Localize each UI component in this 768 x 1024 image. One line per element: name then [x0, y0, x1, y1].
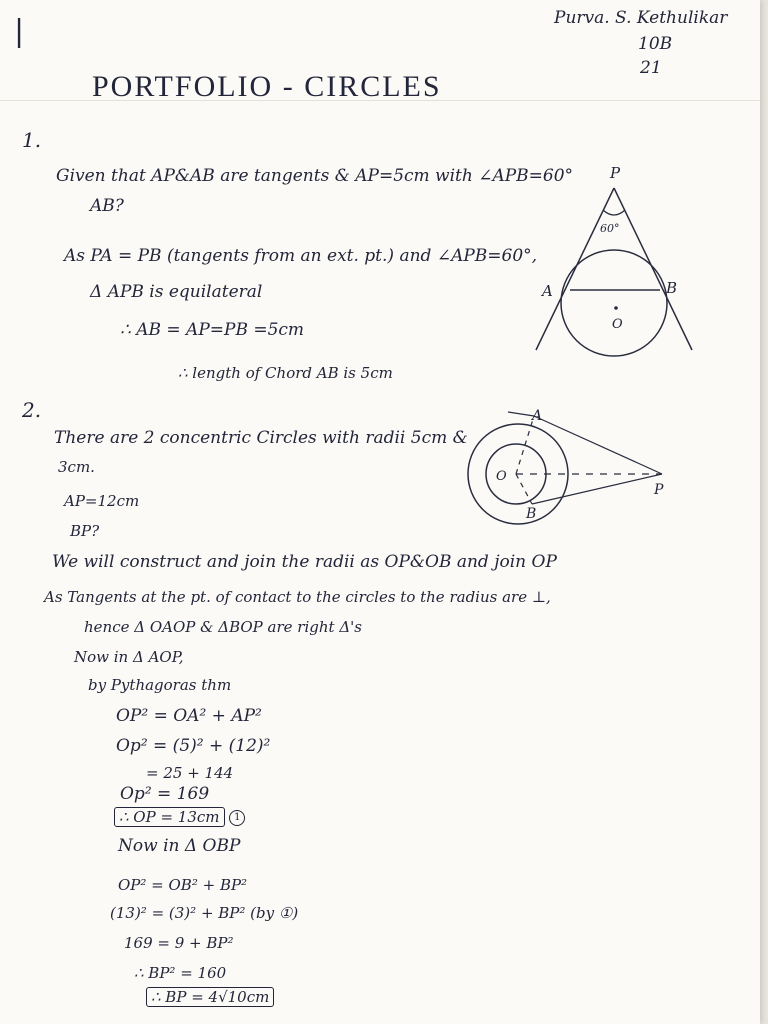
q2-final-answer: [146, 988, 274, 1006]
q2-equation: = 25 + 144: [146, 764, 234, 782]
q2-radius-ob: [516, 474, 532, 504]
q1-line: AB?: [90, 196, 124, 216]
q2-label-p: P: [654, 482, 664, 498]
q1-center-dot: [614, 306, 618, 310]
q2-equation: OP² = OB² + BP²: [118, 876, 248, 894]
q1-label-b: B: [666, 279, 678, 297]
q2-equation: ∴ BP² = 160: [134, 964, 227, 982]
q1-diagram: [530, 160, 710, 370]
q2-line: We will construct and join the radii as OP&OB and join OP: [52, 552, 557, 572]
q2-equation: Op² = (5)² + (12)²: [116, 736, 271, 756]
roll-number: 21: [640, 58, 662, 78]
q2-final-box: ∴ BP = 4√10cm: [146, 987, 274, 1007]
q2-equation: Op² = 169: [120, 784, 210, 804]
margin-mark: |: [14, 14, 25, 49]
q1-number: 1.: [22, 128, 42, 152]
q2-line: Now in Δ OBP: [118, 836, 241, 856]
q2-result-box: ∴ OP = 13cm: [114, 807, 225, 827]
q1-conclusion: ∴ length of Chord AB is 5cm: [178, 364, 393, 382]
student-name: Purva. S. Kethulikar: [554, 8, 728, 28]
q1-line: ∴ AB = AP=PB =5cm: [120, 320, 305, 340]
q2-equation: 169 = 9 + BP²: [124, 934, 234, 952]
q2-tangent-bp: [532, 474, 662, 504]
q2-line: AP=12cm: [64, 492, 140, 510]
q1-tangent-pa: [536, 188, 614, 350]
student-class: 10B: [638, 34, 673, 54]
q2-number: 2.: [22, 398, 42, 422]
q2-tick: [508, 412, 534, 416]
q1-label-a: A: [542, 282, 553, 300]
q2-line: by Pythagoras thm: [88, 676, 232, 694]
q2-result-op: [114, 808, 245, 826]
q2-line: Now in Δ AOP,: [74, 648, 184, 666]
q2-line: 3cm.: [58, 458, 95, 476]
q2-tangent-ap: [534, 416, 662, 474]
ref-mark-one: 1: [229, 810, 245, 826]
q2-equation: (13)² = (3)² + BP² (by ①): [110, 904, 299, 922]
q1-label-o: O: [612, 317, 623, 332]
q1-angle-arc: [603, 210, 625, 215]
page-title: PORTFOLIO - CIRCLES: [92, 70, 442, 103]
q1-label-p: P: [610, 164, 621, 182]
q2-line: hence Δ OAOP & ΔBOP are right Δ's: [84, 618, 362, 636]
q2-line: As Tangents at the pt. of contact to the circles to the radius are ⊥,: [44, 588, 551, 606]
q2-line: There are 2 concentric Circles with radii 5cm &: [54, 428, 468, 448]
q1-tangent-pb: [614, 188, 692, 350]
q1-line: Δ APB is equilateral: [90, 282, 263, 302]
q1-line: Given that AP&AB are tangents & AP=5cm with ∠APB=60°: [56, 166, 574, 186]
q1-label-angle: 60°: [600, 222, 620, 235]
q2-line: BP?: [70, 522, 100, 540]
q2-label-o: O: [496, 469, 507, 484]
q2-label-b: B: [526, 506, 537, 522]
q1-line: As PA = PB (tangents from an ext. pt.) and ∠APB=60°,: [64, 246, 538, 266]
q2-diagram: [466, 400, 686, 530]
q2-label-a: A: [532, 408, 543, 424]
q2-equation: OP² = OA² + AP²: [116, 706, 262, 726]
